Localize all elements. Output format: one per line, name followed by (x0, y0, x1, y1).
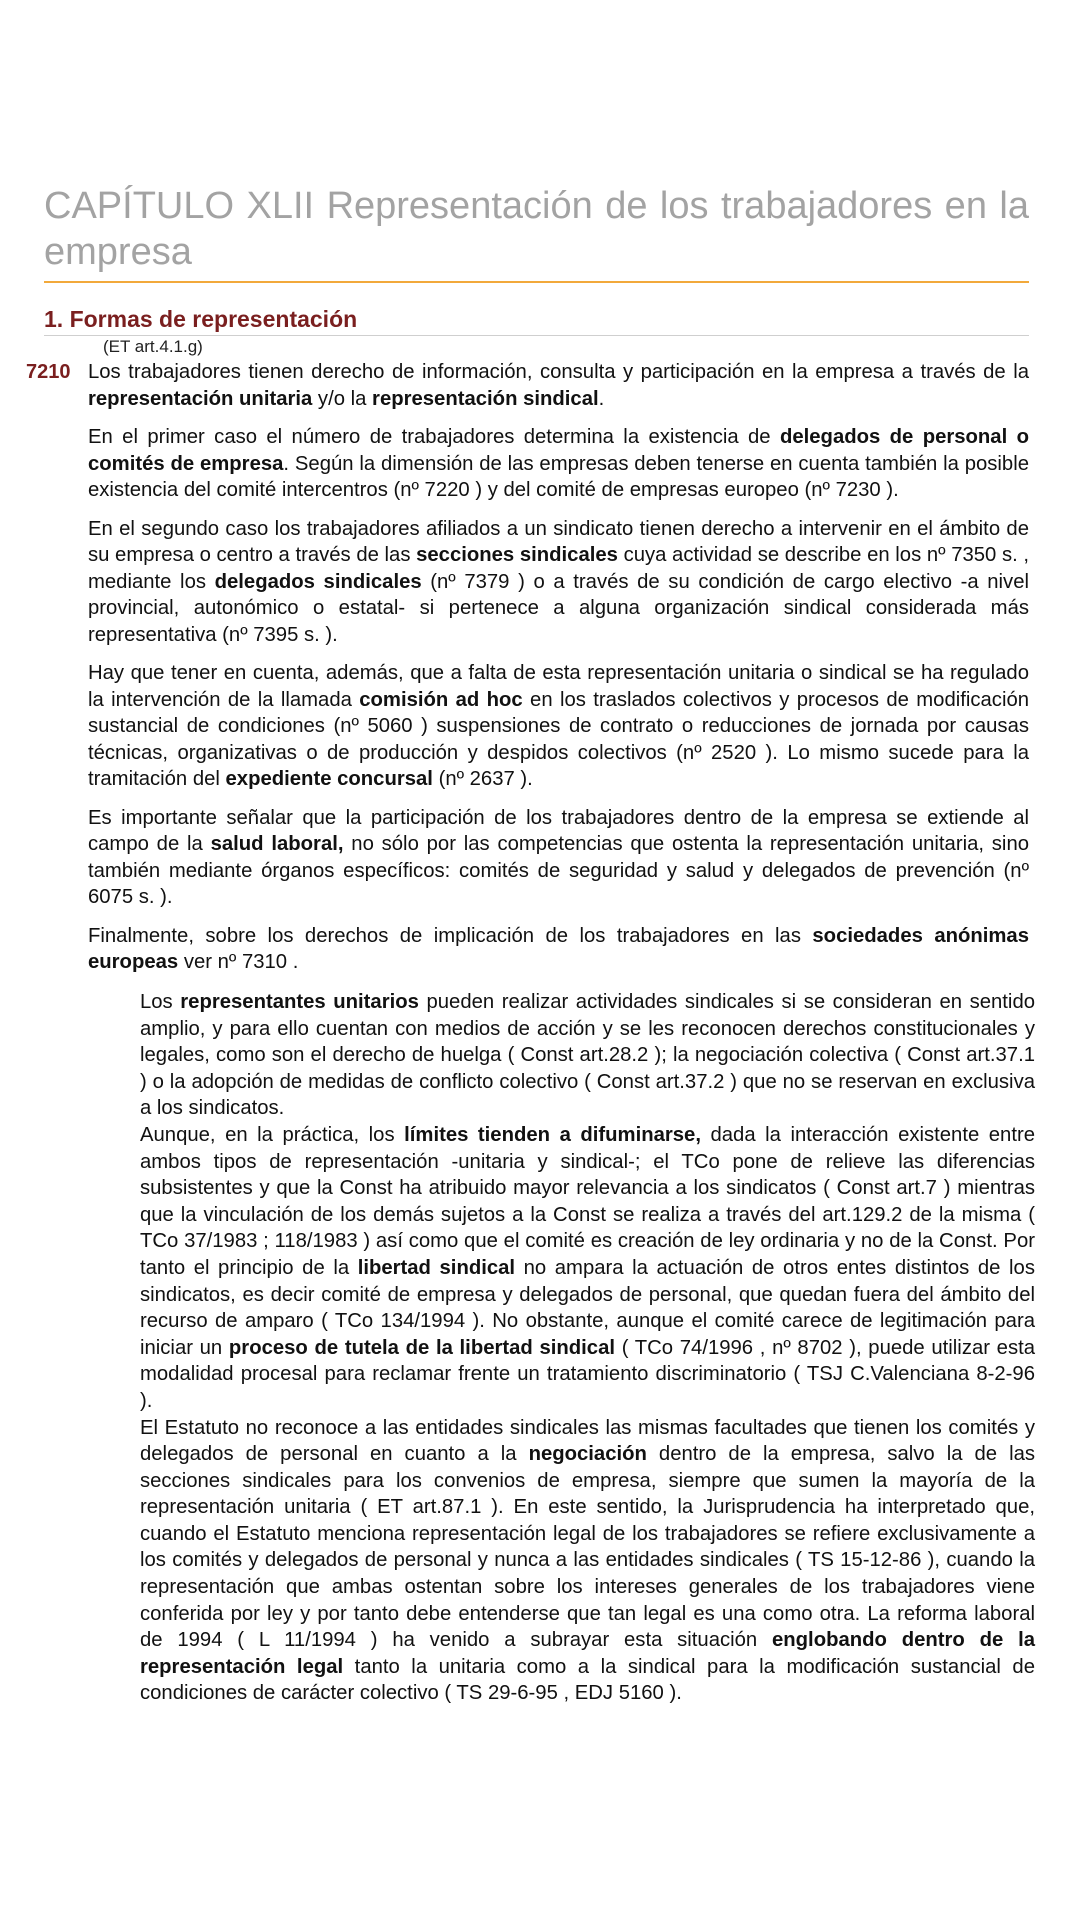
legal-reference: (ET art.4.1.g) (103, 337, 203, 356)
main-text (88, 359, 1029, 988)
note-paragraph-3: El Estatuto no reconoce a las entidades sindicales las mismas facultades que tienen los comités y delegados de personal en cuanto a la negociación dentro de la empresa, salvo la de las secciones sindicales para los convenios de empresa, siempre que sumen la mayoría de la representación unitaria ( ET art.87.1 ). En este sentido, la Jurisprudencia ha interpretado que, cuando el Estatuto menciona representación legal de los trabajadores se refiere exclusivamente a los comités y delegados de personal y nunca a las entidades sindicales ( TS 15-12-86 ), cuando la representación que ambas ostentan sobre los intereses generales de los trabajadores viene conferida por ley y por tanto debe entenderse que tan legal es una como otra. La reforma laboral de 1994 ( L 11/1994 ) ha venido a subrayar esta situación englobando dentro de la representación legal tanto la unitaria como a la sindical para la modificación sustancial de condiciones de carácter colectivo ( TS 29-6-95 , EDJ 5160 ). (140, 1416, 1036, 1705)
paragraph-number: 7210 (26, 361, 71, 383)
paragraph-2: En el primer caso el número de trabajadores determina la existencia de delegados de personal o comités de empresa. Según la dimensión de las empresas deben tenerse en cuenta también la posible existencia del comité intercentros (nº 7220 ) y del comité de empresas europeo (nº 7230 ). (88, 426, 1029, 501)
section-title: 1. Formas de representación (44, 304, 1029, 336)
chapter-title: CAPÍTULO XLII Representación de los trabajadores en la empresa (44, 183, 1029, 283)
paragraph-6: Finalmente, sobre los derechos de implicación de los trabajadores en las sociedades anónimas europeas ver nº 7310 . (88, 924, 1029, 973)
paragraph-3: En el segundo caso los trabajadores afiliados a un sindicato tienen derecho a intervenir en el ámbito de su empresa o centro a través de las secciones sindicales cuya actividad se describe en los nº 7350 s. , mediante los delegados sindicales (nº 7379 ) o a través de su condición de cargo electivo -a nivel provincial, autonómico o estatal- si pertenece a alguna organización sindical considerada más representativa (nº 7395 s. ). (88, 517, 1029, 646)
note-paragraph-1: Los representantes unitarios pueden realizar actividades sindicales si se consideran en sentido amplio, y para ello cuentan con medios de acción y se les reconocen derechos constitucionales y legales, como son el derecho de huelga ( Const art.28.2 ); la negociación colectiva ( Const art.37.1 ) o la adopción de medidas de conflicto colectivo ( Const art.37.2 ) que no se reservan en exclusiva a los sindicatos. (140, 991, 1035, 1120)
paragraph-5: Es importante señalar que la participación de los trabajadores dentro de la empresa se extiende al campo de la salud laboral, no sólo por las competencias que ostenta la representación unitaria, sino también mediante órganos específicos: comités de seguridad y salud y delegados de prevención (nº 6075 s. ). (88, 806, 1030, 908)
paragraph-1: Los trabajadores tienen derecho de información, consulta y participación en la empresa a través de la representación unitaria y/o la representación sindical. (88, 361, 1029, 410)
paragraph-4: Hay que tener en cuenta, además, que a falta de esta representación unitaria o sindical se ha regulado la intervención de la llamada comisión ad hoc en los traslados colectivos y procesos de modificación sustancial de condiciones (nº 5060 ) suspensiones de contrato o reducciones de jornada por causas técnicas, organizativas o de producción y despidos colectivos (nº 2520 ). Lo mismo sucede para la tramitación del expediente concursal (nº 2637 ). (88, 662, 1030, 790)
note-paragraph-2: Aunque, en la práctica, los límites tienden a difuminarse, dada la interacción existente entre ambos tipos de representación -unitaria y sindical-; el TCo pone de relieve las diferencias subsistentes y que la Const ha atribuido mayor relevancia a los sindicatos ( Const art.7 ) mientras que la vinculación de los demás sujetos a la Const se realiza a través del art.129.2 de la misma ( TCo 37/1983 ; 118/1983 ) así como que el comité es creación de ley ordinaria y no de la Const. Por tanto el principio de la libertad sindical no ampara la actuación de otros entes distintos de los sindicatos, es decir comité de empresa y delegados de personal, que quedan fuera del ámbito del recurso de amparo ( TCo 134/1994 ). No obstante, aunque el comité carece de legitimación para iniciar un proceso de tutela de la libertad sindical ( TCo 74/1996 , nº 8702 ), puede utilizar esta modalidad procesal para reclamar frente un tratamiento discriminatorio ( TSJ C.Valenciana 8-2-96 ). (140, 1123, 1036, 1412)
annotation-note (140, 989, 1035, 1707)
